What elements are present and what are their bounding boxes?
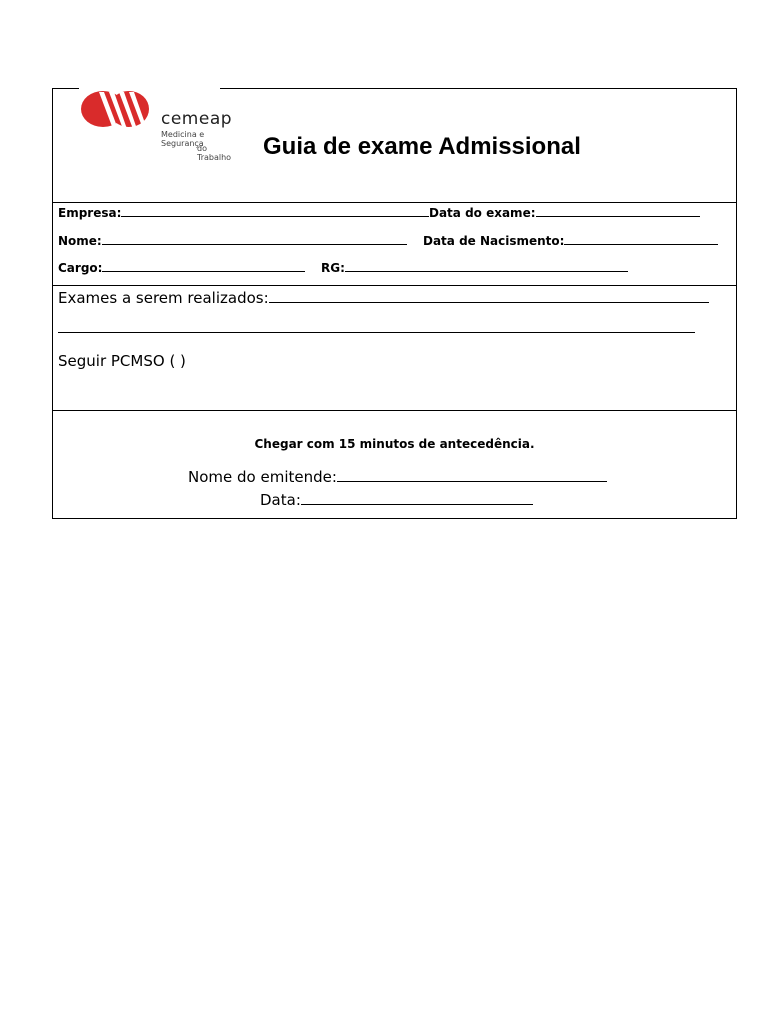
logo-subtitle-2: do Trabalho [197,144,232,162]
birth-date-field[interactable] [423,233,718,248]
rg-field[interactable] [321,260,628,275]
date-label: Data: [260,491,301,509]
exams-label: Exames a serem realizados: [58,289,269,307]
exams-section [53,286,736,411]
date-line[interactable] [301,490,533,505]
rg-label: RG: [321,261,345,275]
birth-date-line[interactable] [564,233,718,245]
logo-name: cemeap [161,109,233,129]
exams-field[interactable] [58,288,709,307]
position-line[interactable] [102,260,305,272]
exams-line[interactable] [269,288,709,303]
birth-date-label: Data de Nacismento: [423,234,565,248]
position-label: Cargo: [58,261,103,275]
page-title: Guia de exame Admissional [263,133,581,160]
exams-line-2[interactable] [58,332,695,333]
exam-date-label: Data do exame: [429,206,536,220]
rg-line[interactable] [345,260,628,272]
admission-exam-form [52,88,737,519]
company-field[interactable] [58,205,429,220]
company-logo [79,89,233,162]
employee-info-section [53,203,736,286]
company-label: Empresa: [58,206,122,220]
name-line[interactable] [102,233,407,245]
logo-mark-icon [79,89,159,135]
form-header [53,89,736,203]
name-field[interactable] [58,233,407,248]
exam-date-line[interactable] [536,205,700,217]
name-label: Nome: [58,234,102,248]
company-line[interactable] [121,205,429,217]
arrival-notice: Chegar com 15 minutos de antecedência. [254,437,535,451]
pcmso-checkbox[interactable]: Seguir PCMSO ( ) [58,352,186,370]
emitter-line[interactable] [337,467,607,482]
emitter-label: Nome do emitende: [188,468,337,486]
emitter-field[interactable] [188,467,607,486]
date-field[interactable] [260,490,533,509]
exam-date-field[interactable] [429,205,700,220]
logo-subtitle: Medicina e Segurança [161,130,205,148]
position-field[interactable] [58,260,305,275]
footer-section [53,411,736,519]
